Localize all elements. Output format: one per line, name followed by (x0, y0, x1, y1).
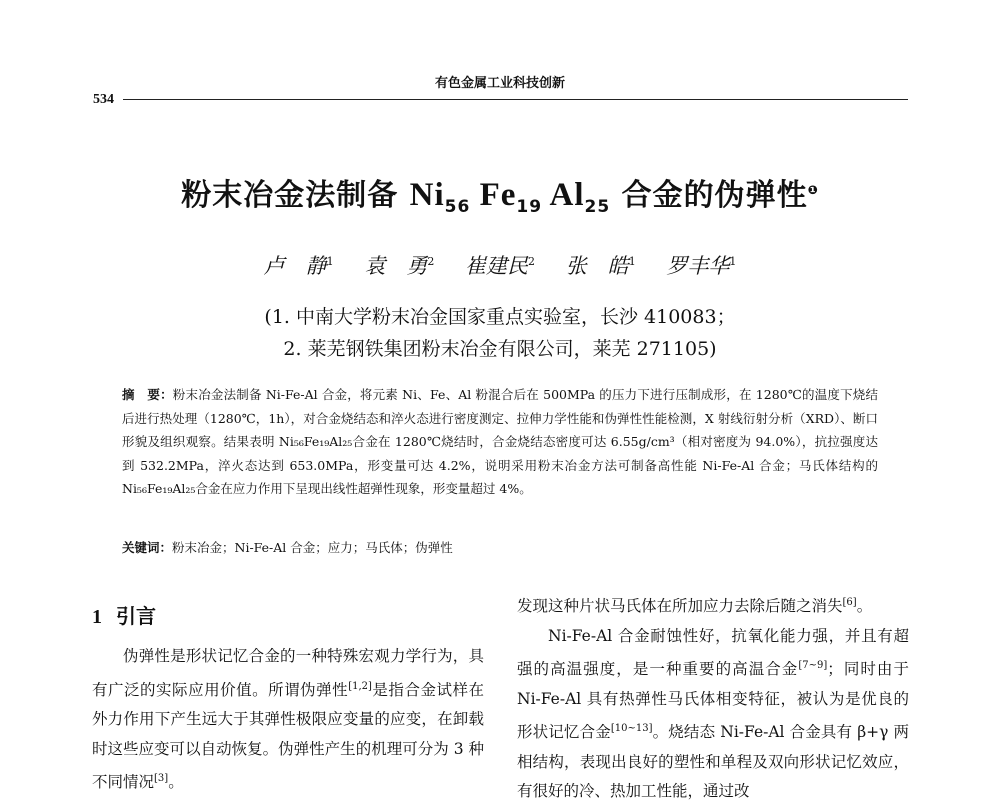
keywords-label: 关键词： (122, 540, 173, 555)
author (364, 254, 434, 278)
body-column-right (517, 588, 909, 807)
section-number: 1 (92, 606, 102, 628)
author-affiliation-mark: 1 (628, 255, 636, 268)
author (566, 254, 636, 278)
header-rule (123, 99, 908, 100)
paragraph-text: 。 (168, 773, 184, 792)
paragraph-text: 发现这种片状马氏体在所加应力去除后随之消失 (517, 597, 843, 616)
paragraph-text: ；同时由于 Ni-Fe-Al 具有热弹性马氏体相变特征，被认为是优良的形状记忆合金 (517, 660, 909, 742)
citation: [3] (154, 773, 169, 785)
affiliation-line-1: (1. 中南大学粉末冶金国家重点实验室，长沙 410083； (264, 306, 736, 328)
title-ni-sub: 56 (444, 197, 471, 217)
author-name: 卢 静 (263, 254, 327, 278)
author (264, 254, 334, 278)
keywords (122, 538, 878, 556)
body-column-left (92, 642, 484, 798)
citation: [10~13] (610, 723, 653, 735)
paragraph-text: 。 (856, 597, 873, 616)
author-name: 罗丰华 (666, 254, 730, 278)
author-affiliation-mark: 1 (729, 255, 737, 268)
title-fe: Fe (470, 177, 517, 213)
paragraph-text: 是指合金试样在外力作用下产生远大于其弹性极限应变量的应变，在卸载时这些应变可以自动恢复。伪弹性产生的机理可分为 3 种不同情况 (92, 680, 484, 792)
author (666, 254, 736, 278)
title-ni: Ni (409, 177, 445, 213)
page-number: 534 (93, 92, 114, 107)
paragraph-text: Ni-Fe-Al 合金耐蚀性好，抗氧化能力强，并且有超强的高温强度，是一种重要的高温合金 (517, 626, 909, 679)
author-affiliation-mark: 2 (528, 255, 535, 268)
citation: [1,2] (348, 680, 372, 692)
title-suffix: 合金的伪弹性 (610, 178, 808, 213)
paragraph (517, 588, 909, 622)
section-title: 引言 (116, 604, 156, 628)
citation: [7~9] (798, 660, 828, 672)
title-prefix: 粉末冶金法制备 (181, 178, 410, 213)
abstract-text: 粉末冶金法制备 Ni-Fe-Al 合金，将元素 Ni、Fe、Al 粉混合后在 500MPa 的压力下进行压制成形，在 1280℃的温度下烧结后进行热处理（1280℃，1h），对合金烧结态和淬火态进行密度测定、拉伸力学性能和伪弹性性能检测，X 射线衍射分析（XRD）、断口形貌及组织观察。结果表明 Ni₅₆Fe₁₉Al₂₅合金在 1280℃烧结时，合金烧结态密度可达 6.55g/cm³（相对密度为 94.0%），抗拉强度达到 532.2MPa，淬火态达到 653.0MPa，形变量可达 4.2%，说明采用粉末冶金方法可制备高性能 Ni-Fe-Al 合金；马氏体结构的 Ni₅₆Fe₁₉Al₂₅合金在应力作用下呈现出线性超弹性现象，形变量超过 4%。 (122, 387, 878, 497)
author (465, 254, 535, 278)
paragraph (92, 642, 484, 798)
title-al: Al (542, 177, 585, 213)
journal-header: 有色金属工业科技创新 (434, 76, 565, 91)
author-affiliation-mark: 1 (326, 255, 334, 268)
abstract (122, 383, 878, 501)
author-affiliation-mark: 2 (427, 255, 435, 268)
author-name: 袁 勇 (364, 254, 428, 278)
author-name: 张 皓 (565, 254, 629, 278)
author-name: 崔建民 (465, 254, 528, 278)
footnote-mark: ❶ (807, 183, 819, 197)
paper-title (0, 170, 1000, 217)
abstract-label: 摘 要： (122, 387, 173, 402)
citation: [6] (842, 597, 857, 608)
title-al-sub: 25 (584, 197, 611, 217)
author-list (0, 250, 1000, 280)
keywords-text: 粉末冶金；Ni-Fe-Al 合金；应力；马氏体；伪弹性 (172, 540, 453, 555)
section-heading (92, 600, 156, 629)
paragraph-text: 伪弹性是形状记忆合金的一种特殊宏观力学行为，具有广泛的实际应用价值。所谓伪弹性 (92, 647, 484, 699)
affiliation-line-2: 2. 莱芜钢铁集团粉末冶金有限公司，莱芜 271105) (283, 338, 717, 360)
title-fe-sub: 19 (516, 197, 543, 217)
paragraph-text: 。烧结态 Ni-Fe-Al 合金具有 β+γ 两相结构，表现出良好的塑性和单程及双向形状记忆效应，有很好的冷、热加工性能，通过改 (517, 723, 909, 801)
paragraph (517, 622, 909, 807)
